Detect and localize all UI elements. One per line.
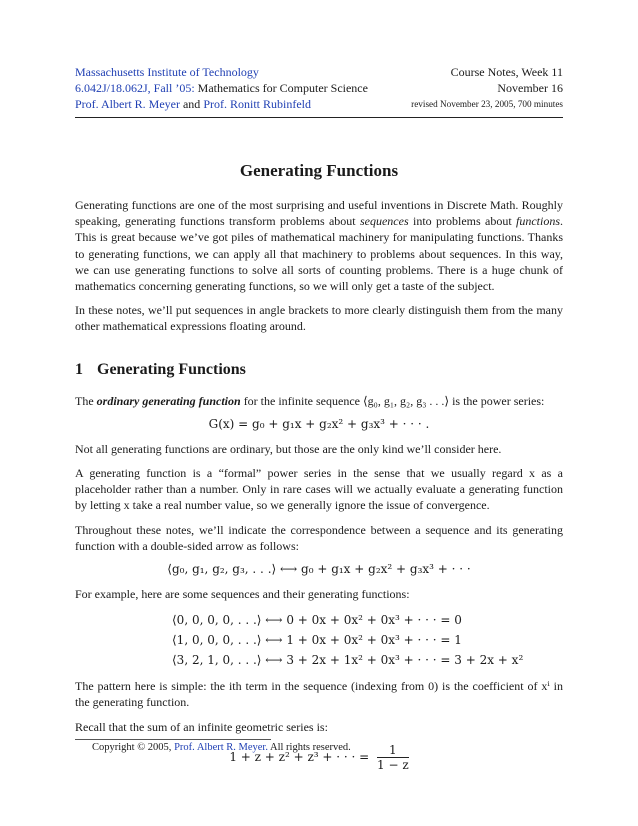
course-title: Mathematics for Computer Science [197, 81, 368, 95]
definition-paragraph: The ordinary generating function for the infinite sequence ⟨g₀, g₁, g₂, g₃ . . .⟩ is the power series: [75, 393, 545, 408]
example-equation: ⟨0, 0, 0, 0, . . .⟩ ⟷ 0 + 0x + 0x² + 0x³ + · · · = 0 [172, 613, 462, 628]
running-header [75, 64, 563, 112]
examples-equations [172, 610, 563, 670]
notes-date: November 16 [497, 81, 563, 95]
formal-series-paragraph: A generating function is a “formal” power series in the sense that we usually regard x as a placeholder rather than a number. Only in rare cases will we actually evaluate a generating function by letting x take a real number value, so we generally ignore the issue of convergence. [75, 466, 563, 513]
revision-note: revised November 23, 2005, 700 minutes [411, 99, 563, 109]
professor-meyer-link[interactable]: Prof. Albert R. Meyer [75, 97, 180, 111]
example-equation: ⟨1, 0, 0, 0, . . .⟩ ⟷ 1 + 0x + 0x² + 0x³ + · · · = 1 [172, 633, 462, 648]
document-title: Generating Functions [239, 161, 399, 180]
professor-rubinfeld-link[interactable]: Prof. Ronitt Rubinfeld [203, 97, 311, 111]
and-text: and [182, 97, 201, 111]
power-series-equation: G(x) = g₀ + g₁x + g₂x² + g₃x³ + · · · . [208, 416, 430, 431]
pattern-paragraph: The pattern here is simple: the ith term in the sequence (indexing from 0) is the coefficient of xⁱ in the generating function. [75, 679, 563, 710]
section-heading: 1 Generating Functions [75, 360, 246, 378]
intro-paragraph-2: In these notes, we’ll put sequences in angle brackets to more clearly distinguish them from the many other mathematical expressions floating around. [75, 303, 563, 334]
page [75, 64, 563, 782]
geometric-series-equation: 1 + z + z² + z³ + · · · = $\frac{1}{1 - z}$ [229, 742, 409, 772]
correspondence-equation: ⟨g₀, g₁, g₂, g₃, . . .⟩ ⟷ g₀ + g₁x + g₂x² + g₃x³ + · · · [167, 562, 471, 577]
copyright-footnote: Copyright © 2005, Prof. Albert R. Meyer. All rights reserved. [92, 742, 351, 753]
footnote-author-link[interactable]: Prof. Albert R. Meyer. [174, 742, 268, 753]
course-notes-week: Course Notes, Week 11 [450, 65, 563, 79]
geometric-series-paragraph: Recall that the sum of an infinite geometric series is: [75, 719, 328, 734]
institution-link[interactable]: Massachusetts Institute of Technology [75, 65, 259, 79]
example-equation: ⟨3, 2, 1, 0, . . .⟩ ⟷ 3 + 2x + 1x² + 0x³ + · · · = 3 + 2x + x² [172, 653, 524, 668]
header-rule [75, 117, 563, 118]
intro-paragraph-1: Generating functions are one of the most surprising and useful inventions in Discrete Math. Roughly speaking, generating functions transform problems about sequences into problems about functions. This is great because we’ve got piles of mathematical machinery for manipulating functions. Thanks to generating functions, we can apply all that machinery to problems about sequences. In this way, we can use generating functions to solve all sorts of counting problems. There is a huge chunk of mathematics concerning generating functions, so we will only get a taste of the subject. [75, 198, 563, 294]
correspondence-paragraph: Throughout these notes, we’ll indicate the correspondence between a sequence and its generating function with a double-sided arrow as follows: [75, 522, 563, 553]
course-link[interactable]: 6.042J/18.062J, Fall ’05: [75, 81, 195, 95]
footnote-rule [75, 739, 271, 740]
examples-intro-paragraph: For example, here are some sequences and their generating functions: [75, 587, 410, 602]
ordinary-note-paragraph: Not all generating functions are ordinary, but those are the only kind we’ll consider here. [75, 441, 502, 456]
